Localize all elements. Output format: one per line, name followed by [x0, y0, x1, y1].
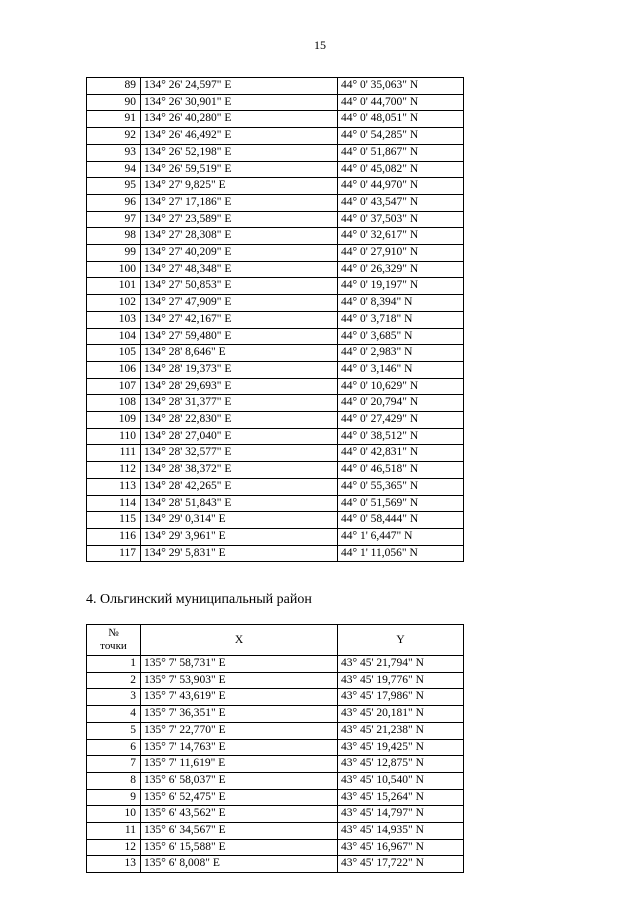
table-row — [87, 512, 464, 529]
x-coordinate-cell: 134° 27' 17,186" E — [141, 194, 338, 211]
y-coordinate-cell: 43° 45' 20,181" N — [338, 706, 464, 723]
table-row — [87, 295, 464, 312]
point-number-cell: 113 — [87, 478, 141, 495]
x-coordinate-cell: 134° 29' 3,961" E — [141, 528, 338, 545]
x-coordinate-cell: 134° 26' 24,597" E — [141, 78, 338, 95]
x-coordinate-cell: 134° 28' 29,693" E — [141, 378, 338, 395]
point-number-cell: 13 — [87, 856, 141, 873]
header-y: Y — [338, 625, 464, 656]
table-row — [87, 495, 464, 512]
point-number-cell: 111 — [87, 445, 141, 462]
point-number-cell: 110 — [87, 428, 141, 445]
x-coordinate-cell: 135° 6' 15,588" E — [141, 839, 338, 856]
y-coordinate-cell: 43° 45' 21,794" N — [338, 656, 464, 673]
table-row — [87, 672, 464, 689]
x-coordinate-cell: 134° 27' 48,348" E — [141, 261, 338, 278]
table-row — [87, 462, 464, 479]
y-coordinate-cell: 44° 0' 26,329" N — [338, 261, 464, 278]
point-number-cell: 116 — [87, 528, 141, 545]
x-coordinate-cell: 134° 28' 51,843" E — [141, 495, 338, 512]
section-heading: 4. Ольгинский муниципальный район — [86, 592, 312, 607]
point-number-cell: 115 — [87, 512, 141, 529]
table-row — [87, 328, 464, 345]
y-coordinate-cell: 43° 45' 15,264" N — [338, 789, 464, 806]
point-number-cell: 8 — [87, 772, 141, 789]
point-number-cell: 96 — [87, 194, 141, 211]
point-number-cell: 100 — [87, 261, 141, 278]
table-row — [87, 545, 464, 562]
coordinates-table-continued — [86, 77, 464, 562]
table-row — [87, 528, 464, 545]
x-coordinate-cell: 135° 6' 58,037" E — [141, 772, 338, 789]
table-row — [87, 656, 464, 673]
table-row — [87, 412, 464, 429]
table-row — [87, 739, 464, 756]
y-coordinate-cell: 43° 45' 10,540" N — [338, 772, 464, 789]
point-number-cell: 4 — [87, 706, 141, 723]
x-coordinate-cell: 135° 7' 22,770" E — [141, 722, 338, 739]
point-number-cell: 117 — [87, 545, 141, 562]
y-coordinate-cell: 44° 0' 45,082" N — [338, 161, 464, 178]
x-coordinate-cell: 134° 28' 27,040" E — [141, 428, 338, 445]
table-row — [87, 178, 464, 195]
table-row — [87, 278, 464, 295]
table-row — [87, 806, 464, 823]
table-row — [87, 689, 464, 706]
table-row — [87, 856, 464, 873]
table-row — [87, 211, 464, 228]
x-coordinate-cell: 134° 27' 50,853" E — [141, 278, 338, 295]
y-coordinate-cell: 44° 0' 27,429" N — [338, 412, 464, 429]
y-coordinate-cell: 44° 0' 44,700" N — [338, 94, 464, 111]
x-coordinate-cell: 134° 28' 19,373" E — [141, 361, 338, 378]
table-row — [87, 445, 464, 462]
y-coordinate-cell: 44° 0' 54,285" N — [338, 128, 464, 145]
table-row — [87, 756, 464, 773]
point-number-cell: 1 — [87, 656, 141, 673]
x-coordinate-cell: 134° 27' 42,167" E — [141, 311, 338, 328]
x-coordinate-cell: 134° 26' 40,280" E — [141, 111, 338, 128]
x-coordinate-cell: 134° 27' 59,480" E — [141, 328, 338, 345]
x-coordinate-cell: 135° 7' 36,351" E — [141, 706, 338, 723]
y-coordinate-cell: 43° 45' 19,776" N — [338, 672, 464, 689]
y-coordinate-cell: 43° 45' 17,986" N — [338, 689, 464, 706]
x-coordinate-cell: 134° 26' 30,901" E — [141, 94, 338, 111]
y-coordinate-cell: 44° 0' 32,617" N — [338, 228, 464, 245]
y-coordinate-cell: 44° 0' 3,718" N — [338, 311, 464, 328]
header-point-number — [87, 625, 141, 656]
point-number-cell: 89 — [87, 78, 141, 95]
x-coordinate-cell: 134° 27' 23,589" E — [141, 211, 338, 228]
table-row — [87, 722, 464, 739]
point-number-cell: 9 — [87, 789, 141, 806]
y-coordinate-cell: 43° 45' 14,935" N — [338, 823, 464, 840]
point-number-cell: 7 — [87, 756, 141, 773]
table-header-row — [87, 625, 464, 656]
table-row — [87, 194, 464, 211]
y-coordinate-cell: 44° 0' 46,518" N — [338, 462, 464, 479]
point-number-cell: 106 — [87, 361, 141, 378]
table-body — [87, 656, 464, 873]
y-coordinate-cell: 44° 0' 19,197" N — [338, 278, 464, 295]
x-coordinate-cell: 134° 27' 28,308" E — [141, 228, 338, 245]
point-number-cell: 90 — [87, 94, 141, 111]
y-coordinate-cell: 44° 0' 3,146" N — [338, 361, 464, 378]
x-coordinate-cell: 135° 7' 53,903" E — [141, 672, 338, 689]
y-coordinate-cell: 44° 0' 8,394" N — [338, 295, 464, 312]
table-row — [87, 823, 464, 840]
point-number-cell: 114 — [87, 495, 141, 512]
y-coordinate-cell: 44° 0' 43,547" N — [338, 194, 464, 211]
point-number-cell: 104 — [87, 328, 141, 345]
y-coordinate-cell: 43° 45' 12,875" N — [338, 756, 464, 773]
y-coordinate-cell: 44° 0' 51,867" N — [338, 144, 464, 161]
x-coordinate-cell: 134° 28' 8,646" E — [141, 345, 338, 362]
point-number-cell: 105 — [87, 345, 141, 362]
point-number-cell: 91 — [87, 111, 141, 128]
table-row — [87, 378, 464, 395]
y-coordinate-cell: 44° 0' 2,983" N — [338, 345, 464, 362]
table-row — [87, 839, 464, 856]
y-coordinate-cell: 43° 45' 21,238" N — [338, 722, 464, 739]
y-coordinate-cell: 44° 1' 11,056" N — [338, 545, 464, 562]
point-number-cell: 108 — [87, 395, 141, 412]
x-coordinate-cell: 135° 6' 43,562" E — [141, 806, 338, 823]
point-number-cell: 93 — [87, 144, 141, 161]
point-number-cell: 10 — [87, 806, 141, 823]
table-row — [87, 706, 464, 723]
table-row — [87, 345, 464, 362]
point-number-cell: 94 — [87, 161, 141, 178]
y-coordinate-cell: 44° 0' 20,794" N — [338, 395, 464, 412]
x-coordinate-cell: 134° 29' 0,314" E — [141, 512, 338, 529]
page-number: 15 — [314, 38, 326, 52]
x-coordinate-cell: 134° 27' 47,909" E — [141, 295, 338, 312]
table-row — [87, 144, 464, 161]
point-number-cell: 11 — [87, 823, 141, 840]
table-row — [87, 428, 464, 445]
header-x: X — [141, 625, 338, 656]
x-coordinate-cell: 135° 6' 8,008" E — [141, 856, 338, 873]
x-coordinate-cell: 134° 27' 9,825" E — [141, 178, 338, 195]
y-coordinate-cell: 43° 45' 16,967" N — [338, 839, 464, 856]
x-coordinate-cell: 134° 29' 5,831" E — [141, 545, 338, 562]
x-coordinate-cell: 134° 26' 59,519" E — [141, 161, 338, 178]
point-number-cell: 3 — [87, 689, 141, 706]
x-coordinate-cell: 135° 7' 58,731" E — [141, 656, 338, 673]
x-coordinate-cell: 134° 26' 46,492" E — [141, 128, 338, 145]
table-row — [87, 111, 464, 128]
point-number-cell: 5 — [87, 722, 141, 739]
table-row — [87, 245, 464, 262]
header-points-label: точки — [100, 640, 127, 652]
y-coordinate-cell: 44° 0' 58,444" N — [338, 512, 464, 529]
point-number-cell: 92 — [87, 128, 141, 145]
x-coordinate-cell: 135° 7' 43,619" E — [141, 689, 338, 706]
y-coordinate-cell: 44° 0' 35,063" N — [338, 78, 464, 95]
y-coordinate-cell: 44° 0' 27,910" N — [338, 245, 464, 262]
point-number-cell: 103 — [87, 311, 141, 328]
point-number-cell: 12 — [87, 839, 141, 856]
y-coordinate-cell: 44° 0' 42,831" N — [338, 445, 464, 462]
x-coordinate-cell: 135° 6' 52,475" E — [141, 789, 338, 806]
y-coordinate-cell: 43° 45' 19,425" N — [338, 739, 464, 756]
point-number-cell: 109 — [87, 412, 141, 429]
point-number-cell: 2 — [87, 672, 141, 689]
table-row — [87, 78, 464, 95]
y-coordinate-cell: 44° 0' 44,970" N — [338, 178, 464, 195]
y-coordinate-cell: 44° 0' 10,629" N — [338, 378, 464, 395]
x-coordinate-cell: 135° 6' 34,567" E — [141, 823, 338, 840]
table-row — [87, 789, 464, 806]
y-coordinate-cell: 44° 0' 37,503" N — [338, 211, 464, 228]
table-row — [87, 161, 464, 178]
y-coordinate-cell: 44° 1' 6,447" N — [338, 528, 464, 545]
y-coordinate-cell: 43° 45' 17,722" N — [338, 856, 464, 873]
point-number-cell: 98 — [87, 228, 141, 245]
table-row — [87, 361, 464, 378]
y-coordinate-cell: 44° 0' 48,051" N — [338, 111, 464, 128]
x-coordinate-cell: 134° 28' 42,265" E — [141, 478, 338, 495]
point-number-cell: 95 — [87, 178, 141, 195]
table-row — [87, 228, 464, 245]
header-number-sign: № — [108, 627, 119, 639]
x-coordinate-cell: 134° 28' 22,830" E — [141, 412, 338, 429]
point-number-cell: 99 — [87, 245, 141, 262]
y-coordinate-cell: 44° 0' 55,365" N — [338, 478, 464, 495]
point-number-cell: 6 — [87, 739, 141, 756]
x-coordinate-cell: 134° 28' 32,577" E — [141, 445, 338, 462]
y-coordinate-cell: 44° 0' 38,512" N — [338, 428, 464, 445]
x-coordinate-cell: 135° 7' 11,619" E — [141, 756, 338, 773]
x-coordinate-cell: 134° 28' 38,372" E — [141, 462, 338, 479]
table-row — [87, 311, 464, 328]
point-number-cell: 97 — [87, 211, 141, 228]
table-row — [87, 261, 464, 278]
table-row — [87, 94, 464, 111]
table-body — [87, 78, 464, 562]
y-coordinate-cell: 44° 0' 51,569" N — [338, 495, 464, 512]
point-number-cell: 112 — [87, 462, 141, 479]
coordinates-table-olginsky — [86, 624, 464, 873]
table-row — [87, 128, 464, 145]
table-row — [87, 395, 464, 412]
point-number-cell: 101 — [87, 278, 141, 295]
table-row — [87, 772, 464, 789]
table-row — [87, 478, 464, 495]
point-number-cell: 107 — [87, 378, 141, 395]
y-coordinate-cell: 44° 0' 3,685" N — [338, 328, 464, 345]
x-coordinate-cell: 135° 7' 14,763" E — [141, 739, 338, 756]
x-coordinate-cell: 134° 28' 31,377" E — [141, 395, 338, 412]
point-number-cell: 102 — [87, 295, 141, 312]
x-coordinate-cell: 134° 26' 52,198" E — [141, 144, 338, 161]
y-coordinate-cell: 43° 45' 14,797" N — [338, 806, 464, 823]
x-coordinate-cell: 134° 27' 40,209" E — [141, 245, 338, 262]
